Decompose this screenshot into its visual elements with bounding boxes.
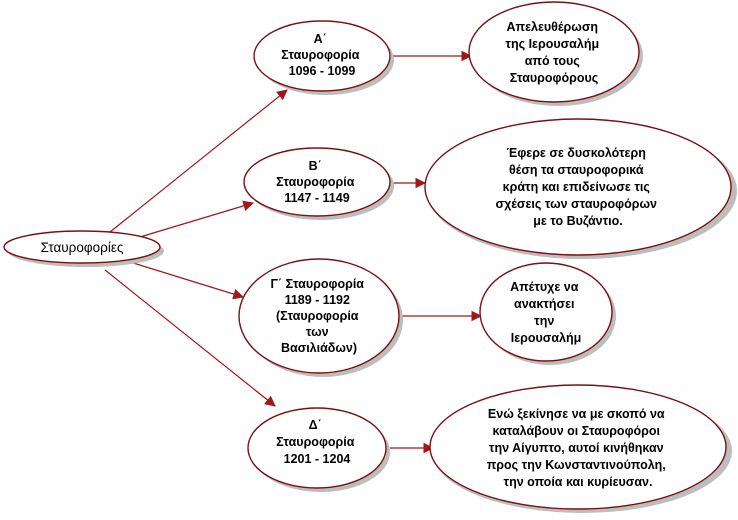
crusade-1-line-3: 1096 - 1099 [288,64,356,78]
outcome-2-line-4: σχέσεις των σταυροφόρων [495,197,657,211]
outcome-2-line-1: Έφερε σε δυσκολότερη [506,146,646,160]
outcome-3-line-1: Απέτυχε να [510,280,579,294]
svg-text:Γ΄ Σταυροφορία 1189 - 11 [271,277,368,355]
crusade-1-line-1: Α΄ [313,32,327,46]
crusade-3-line-3: (Σταυροφορία [276,309,359,323]
outcome-1-line-3: από τους [524,54,580,68]
outcome-node-4 [430,385,732,513]
crusade-node-2 [244,148,394,220]
crusade-2-line-3: 1147 - 1149 [284,191,350,205]
crusade-3-line-5: Βασιλιάδων) [280,341,358,355]
crusade-4-line-3: 1201 - 1204 [283,452,351,466]
arrow-root-to-crusade-2 [130,203,253,240]
crusade-1-line-2: Σταυροφορία [281,48,360,62]
outcome-4-line-1: Ενώ ξεκίνησε να με σκοπό να [487,407,665,421]
outcome-4-line-2: καταλάβουν οι Σταυροφόροι [492,424,660,438]
outcome-3-line-2: ανακτήσει [514,297,575,311]
root-node-crusades [4,231,164,267]
outcome-1-line-4: Σταυροφόρους [509,71,599,85]
outcome-4-line-5: την οποία και κυρίευσαν. [503,475,653,489]
crusade-3-line-2: 1189 - 1192 [284,293,350,307]
crusade-4-line-1: Δ΄ [308,418,322,432]
outcome-node-3 [480,263,616,365]
crusade-4-line-2: Σταυροφορία [276,435,355,449]
outcome-1-line-2: της Ιερουσαλήμ [505,37,600,51]
outcome-1-line-1: Απελευθέρωση [506,20,599,34]
outcome-2-line-2: θέση τα σταυροφορικά [508,163,644,177]
crusade-3-line-4: των [305,325,329,339]
crusade-node-3 [239,259,403,377]
svg-text:Ενώ ξεκίνησε να με σκοπό να [487,407,670,489]
crusade-node-4 [248,408,390,492]
outcome-node-1 [469,2,643,106]
crusade-3-line-1: Γ΄ Σταυροφορία [270,277,364,291]
outcome-2-line-3: κράτη και επιδείνωσε τις [502,180,650,194]
outcome-4-line-4: προς την Κωνσταντινούπολη, [486,458,666,472]
outcome-3-line-4: Ιερουσαλήμ [510,331,582,345]
crusade-2-line-2: Σταυροφορία [276,175,355,189]
outcome-2-line-5: με το Βυζάντιο. [533,214,623,228]
arrow-root-to-crusade-3 [130,262,243,297]
outcome-3-line-3: την [534,314,555,328]
crusade-2-line-1: Β΄ [308,159,322,173]
root-label: Σταυροφορίες [40,240,124,255]
outcome-4-line-3: την Αίγυπτο, αυτοί κινήθηκαν [488,441,664,455]
outcome-node-2 [425,119,737,259]
svg-text:Σταυροφορίες [41,240,124,255]
crusade-node-1 [254,21,394,95]
